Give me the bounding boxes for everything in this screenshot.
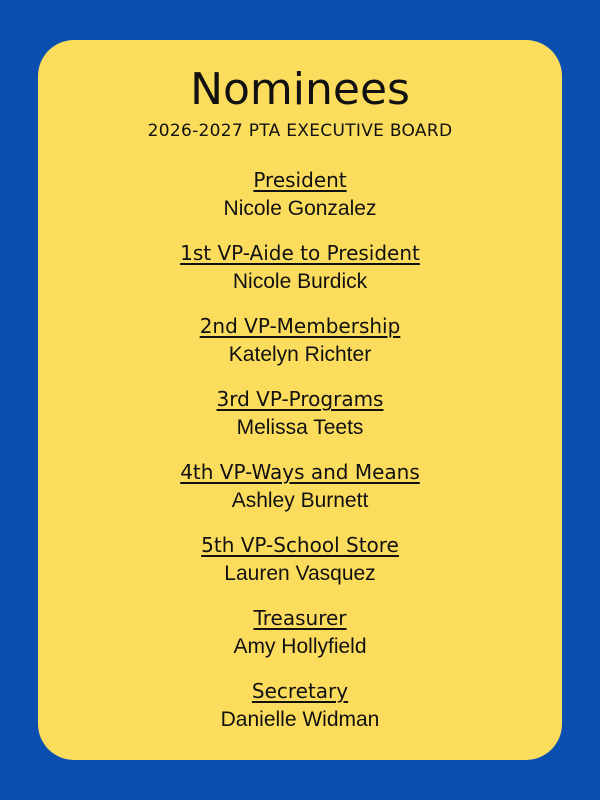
page-title: Nominees (190, 64, 410, 115)
nominee-name: Lauren Vasquez (224, 562, 376, 585)
role-label: 5th VP-School Store (201, 533, 399, 557)
position-treasurer (38, 604, 562, 677)
nominee-name: Amy Hollyfield (233, 635, 367, 658)
positions-list (38, 166, 562, 750)
position-3rd-vp (38, 385, 562, 458)
nominee-name: Nicole Gonzalez (223, 197, 377, 220)
role-label: Treasurer (253, 606, 347, 630)
nominee-name: Katelyn Richter (228, 343, 372, 366)
role-label: 3rd VP-Programs (216, 387, 384, 411)
position-4th-vp (38, 458, 562, 531)
nominee-card (38, 40, 562, 760)
page-subtitle: 2026-2027 PTA EXECUTIVE BOARD (147, 121, 453, 141)
position-5th-vp (38, 531, 562, 604)
role-label: Secretary (251, 679, 349, 703)
role-label: 4th VP-Ways and Means (180, 460, 420, 484)
nominee-name: Ashley Burnett (231, 489, 369, 512)
role-label: 1st VP-Aide to President (180, 241, 420, 265)
position-president (38, 166, 562, 239)
position-2nd-vp (38, 312, 562, 385)
nominee-name: Melissa Teets (236, 416, 364, 439)
position-1st-vp (38, 239, 562, 312)
nominee-name: Danielle Widman (220, 708, 380, 731)
position-secretary (38, 677, 562, 750)
role-label: President (253, 168, 347, 192)
role-label: 2nd VP-Membership (199, 314, 401, 338)
nominee-name: Nicole Burdick (232, 270, 368, 293)
